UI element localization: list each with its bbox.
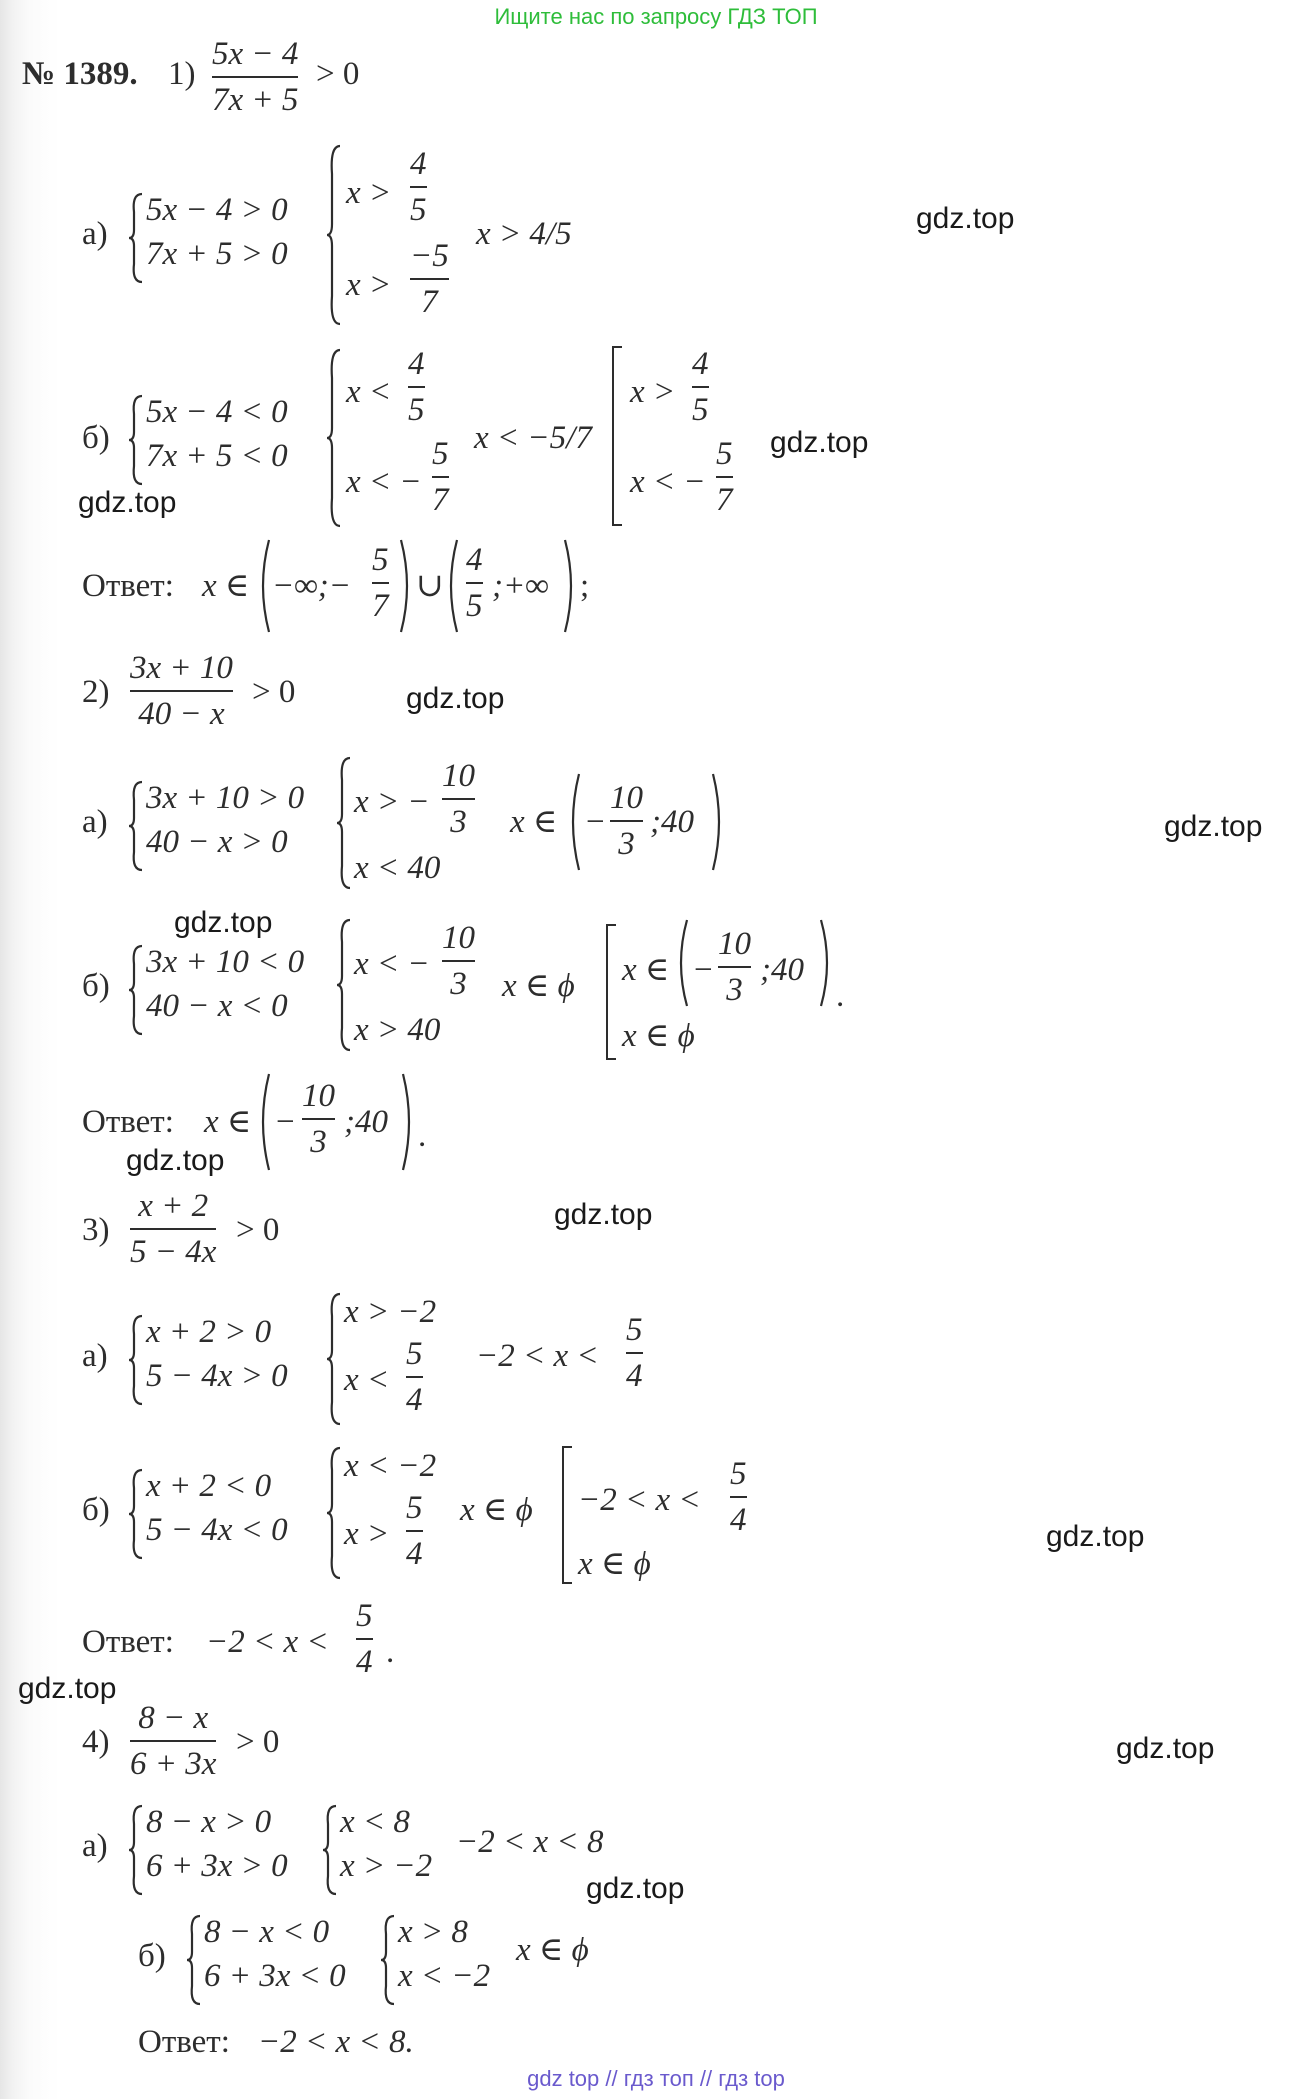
watermark[interactable]: gdz.top — [554, 1198, 653, 1231]
p2-answer-end: . — [418, 1118, 427, 1154]
p1b-r2: x < − — [346, 464, 422, 500]
p1-answer-frac2: 4 5 — [466, 542, 483, 624]
p1-label: 1) — [168, 56, 196, 92]
p2a-r1-frac: 10 3 — [442, 758, 475, 840]
p2-answer-frac: 10 3 — [302, 1078, 335, 1160]
left-brace-icon — [128, 1314, 144, 1406]
watermark[interactable]: gdz.top — [1164, 810, 1263, 843]
p1a-result: x > 4/5 — [476, 216, 572, 252]
left-brace-icon — [322, 1804, 338, 1896]
p4b-r1: x > 8 — [398, 1914, 468, 1950]
p1a-r2: x > — [346, 267, 392, 303]
left-brace-icon — [326, 1292, 342, 1426]
p2b-r1-frac: 10 3 — [442, 920, 475, 1002]
square-bracket-icon — [606, 924, 616, 1060]
p2a-label: а) — [82, 804, 108, 840]
p1-numerator: 5x − 4 — [212, 36, 299, 72]
p4a-r1: x < 8 — [340, 1804, 410, 1840]
left-brace-icon — [128, 1468, 144, 1560]
left-brace-icon — [326, 1446, 342, 1580]
left-brace-icon — [186, 1914, 202, 2006]
p2a-sys-line2: 40 − x > 0 — [146, 824, 288, 860]
p1b-c1: x > — [630, 374, 676, 410]
p3-label: 3) — [82, 1212, 110, 1248]
right-paren-icon — [562, 538, 578, 634]
p4a-result: −2 < x < 8 — [456, 1824, 604, 1860]
p1-answer-union: ∪ — [416, 568, 444, 604]
p2-answer-pre: x ∈ — [204, 1104, 252, 1140]
p2b-end: . — [836, 978, 845, 1014]
left-brace-icon — [128, 192, 144, 284]
p2b-r1: x < − — [354, 946, 430, 982]
p4a-r2: x > −2 — [340, 1848, 433, 1884]
p1-answer-pre: x ∈ — [202, 568, 250, 604]
p2-answer-tail: ;40 — [344, 1104, 388, 1140]
p2-answer-minus: − — [276, 1104, 295, 1140]
p1a-label: а) — [82, 216, 108, 252]
p1b-r1: x < — [346, 374, 392, 410]
p2b-result: x ∈ ϕ — [502, 968, 575, 1004]
p1b-sys-line2: 7x + 5 < 0 — [146, 438, 288, 474]
p1b-r2-frac: 5 7 — [432, 436, 449, 518]
left-brace-icon — [380, 1914, 396, 2006]
p3b-c1-frac: 5 4 — [730, 1456, 747, 1538]
right-paren-icon — [400, 1072, 416, 1172]
p3b-sys-line2: 5 − 4x < 0 — [146, 1512, 288, 1548]
p3b-label: б) — [82, 1492, 110, 1528]
watermark[interactable]: gdz.top — [1116, 1732, 1215, 1765]
watermark[interactable]: gdz.top — [1046, 1520, 1145, 1553]
left-brace-icon — [326, 348, 342, 528]
p4a-sys-line1: 8 − x > 0 — [146, 1804, 272, 1840]
p4b-result: x ∈ ϕ — [516, 1932, 589, 1968]
watermark[interactable]: gdz.top — [78, 486, 177, 519]
p2a-res-pre: x ∈ — [510, 804, 558, 840]
p1a-r2-frac: −5 7 — [410, 238, 449, 320]
problem-number: № 1389. — [22, 56, 138, 92]
p2-label: 2) — [82, 674, 110, 710]
p3a-result: −2 < x < — [476, 1338, 599, 1374]
p2b-c1-frac: 10 3 — [718, 926, 751, 1008]
p2b-c1: x ∈ — [622, 952, 670, 988]
p4-label: 4) — [82, 1724, 110, 1760]
p4b-sys-line2: 6 + 3x < 0 — [204, 1958, 346, 1994]
p2b-label: б) — [82, 968, 110, 1004]
p1a-r1: x > — [346, 175, 392, 211]
p1b-c1-frac: 4 5 — [692, 346, 709, 428]
watermark[interactable]: gdz.top — [126, 1144, 225, 1177]
p2-answer-label: Ответ: — [82, 1104, 174, 1140]
watermark[interactable]: gdz.top — [770, 426, 869, 459]
p3-answer-frac: 5 4 — [356, 1598, 373, 1680]
p1-answer-end: ; — [580, 568, 590, 604]
p2-fraction: 3x + 10 40 − x — [130, 650, 233, 732]
p3a-result-frac: 5 4 — [626, 1312, 643, 1394]
p2a-res-frac: 10 3 — [610, 780, 643, 862]
left-paren-icon — [566, 772, 582, 872]
p3b-c2: x ∈ ϕ — [578, 1546, 651, 1582]
p2a-sys-line1: 3x + 10 > 0 — [146, 780, 305, 816]
p3a-label: а) — [82, 1338, 108, 1374]
p3b-sys-line1: x + 2 < 0 — [146, 1468, 272, 1504]
left-paren-icon — [444, 538, 460, 634]
watermark[interactable]: gdz.top — [916, 202, 1015, 235]
p3a-sys-line2: 5 − 4x > 0 — [146, 1358, 288, 1394]
p4-relation: > 0 — [236, 1724, 280, 1760]
p2b-sys-line1: 3x + 10 < 0 — [146, 944, 305, 980]
p2b-sys-line2: 40 − x < 0 — [146, 988, 288, 1024]
p1a-r1-frac: 4 5 — [410, 146, 427, 228]
p4-answer-label: Ответ: — [138, 2024, 230, 2060]
p3-answer-label: Ответ: — [82, 1624, 174, 1660]
left-brace-icon — [128, 944, 144, 1036]
p3a-r2: x < — [344, 1362, 390, 1398]
left-brace-icon — [326, 144, 342, 326]
p3b-c1: −2 < x < — [578, 1482, 701, 1518]
square-bracket-icon — [562, 1446, 572, 1584]
p3b-r2-frac: 5 4 — [406, 1490, 423, 1572]
p1b-label: б) — [82, 420, 110, 456]
left-brace-icon — [336, 756, 352, 890]
watermark[interactable]: gdz.top — [406, 682, 505, 715]
p4b-sys-line1: 8 − x < 0 — [204, 1914, 330, 1950]
p3-relation: > 0 — [236, 1212, 280, 1248]
p4-answer-text: −2 < x < 8. — [258, 2024, 414, 2060]
right-paren-icon — [710, 772, 726, 872]
left-brace-icon — [128, 1804, 144, 1896]
p2b-c1-minus: − — [694, 952, 713, 988]
p3a-sys-line1: x + 2 > 0 — [146, 1314, 272, 1350]
p2b-r2: x > 40 — [354, 1012, 441, 1048]
right-paren-icon — [818, 918, 834, 1008]
p1-answer-frac1: 5 7 — [372, 542, 389, 624]
p1-answer-label: Ответ: — [82, 568, 174, 604]
p1b-sys-line1: 5x − 4 < 0 — [146, 394, 288, 430]
left-paren-icon — [674, 918, 690, 1008]
p3b-r1: x < −2 — [344, 1448, 437, 1484]
left-paren-icon — [256, 1072, 272, 1172]
p4a-sys-line2: 6 + 3x > 0 — [146, 1848, 288, 1884]
p1-relation: > 0 — [316, 56, 360, 92]
p1-denominator: 7x + 5 — [212, 82, 299, 118]
p2a-res-tail: ;40 — [650, 804, 694, 840]
left-brace-icon — [336, 918, 352, 1052]
p1b-r1-frac: 4 5 — [408, 346, 425, 428]
watermark[interactable]: gdz.top — [18, 1672, 117, 1705]
p4b-r2: x < −2 — [398, 1958, 491, 1994]
p2a-r1: x > − — [354, 784, 430, 820]
p3-fraction: x + 2 5 − 4x — [130, 1188, 217, 1270]
p1a-sys-line2: 7x + 5 > 0 — [146, 236, 288, 272]
p3b-result: x ∈ ϕ — [460, 1492, 533, 1528]
p2-relation: > 0 — [252, 674, 296, 710]
left-brace-icon — [128, 394, 144, 486]
p3b-r2: x > — [344, 1516, 390, 1552]
p1a-sys-line1: 5x − 4 > 0 — [146, 192, 288, 228]
p3a-r1: x > −2 — [344, 1294, 437, 1330]
p2b-c2: x ∈ ϕ — [622, 1018, 695, 1054]
p4b-label: б) — [138, 1938, 166, 1974]
left-brace-icon — [128, 780, 144, 872]
p1-fraction — [212, 38, 298, 117]
watermark[interactable]: gdz.top — [174, 906, 273, 939]
p2a-res-minus: − — [586, 804, 605, 840]
p4-fraction: 8 − x 6 + 3x — [130, 1700, 217, 1782]
p3-answer-end: . — [386, 1634, 395, 1670]
p4a-label: а) — [82, 1828, 108, 1864]
p2a-r2: x < 40 — [354, 850, 441, 886]
site-banner[interactable]: Ищите нас по запросу ГДЗ ТОП — [494, 4, 818, 29]
square-bracket-icon — [612, 346, 622, 526]
p1-answer-int1: −∞;− — [272, 568, 352, 604]
p3a-r2-frac: 5 4 — [406, 1336, 423, 1418]
p1b-result: x < −5/7 — [474, 420, 592, 456]
footer-links[interactable]: gdz top // гдз топ // гдз top — [527, 2066, 785, 2091]
right-paren-icon — [398, 538, 414, 634]
p1-answer-int2: ;+∞ — [492, 568, 549, 604]
p2b-c1-tail: ;40 — [760, 952, 804, 988]
watermark[interactable]: gdz.top — [586, 1872, 685, 1905]
p1b-c2-frac: 5 7 — [716, 436, 733, 518]
p1b-c2: x < − — [630, 464, 706, 500]
left-paren-icon — [256, 538, 272, 634]
p3-answer-text: −2 < x < — [206, 1624, 329, 1660]
